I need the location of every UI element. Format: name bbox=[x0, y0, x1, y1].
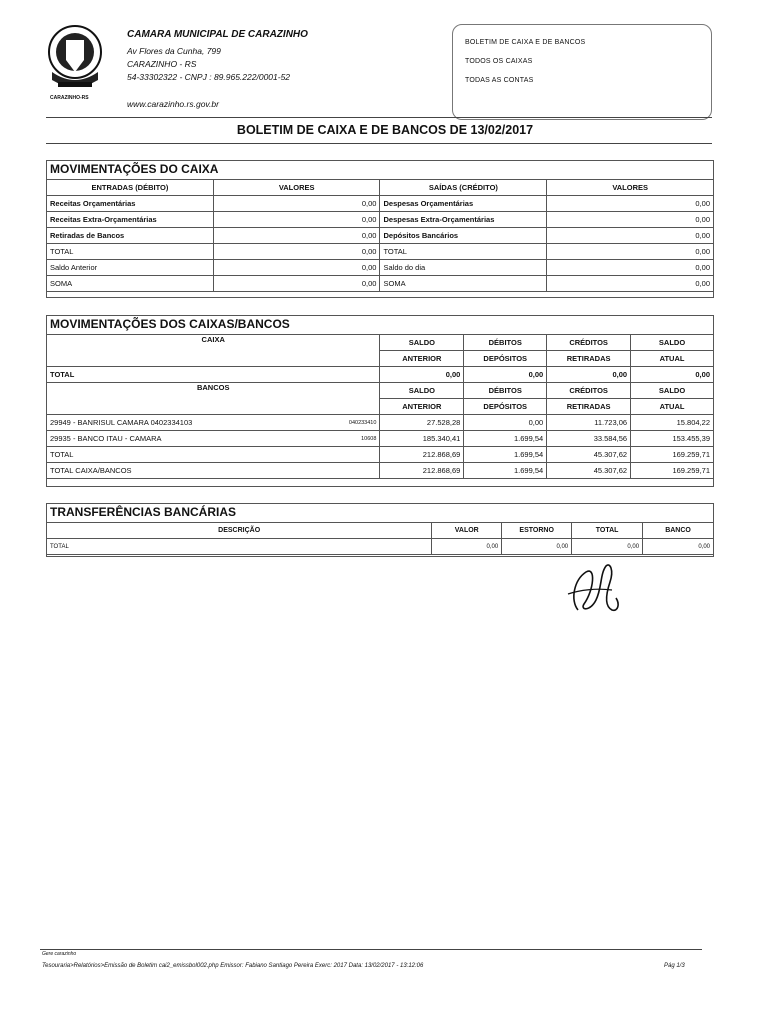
col-valores-entradas: VALORES bbox=[213, 180, 380, 196]
seal-caption: CARAZINHO-RS bbox=[50, 95, 89, 101]
handwritten-signature bbox=[560, 560, 630, 625]
bank-name-cell bbox=[47, 415, 380, 431]
saida-label: Saldo do dia bbox=[380, 260, 547, 276]
entrada-value: 0,00 bbox=[213, 228, 380, 244]
saida-value: 0,00 bbox=[547, 244, 714, 260]
transferencias-table bbox=[46, 522, 714, 555]
table-row bbox=[47, 228, 714, 244]
org-address: Av Flores da Cunha, 799 bbox=[127, 46, 221, 56]
cell-value: 0,00 bbox=[572, 539, 643, 555]
entrada-label: Retiradas de Bancos bbox=[47, 228, 214, 244]
col-valores-saidas: VALORES bbox=[547, 180, 714, 196]
entrada-label: SOMA bbox=[47, 276, 214, 292]
bank-account: 10608 bbox=[361, 436, 377, 442]
table-row bbox=[47, 415, 714, 431]
saida-label: Despesas Extra-Orçamentárias bbox=[380, 212, 547, 228]
caixa-table bbox=[46, 179, 714, 292]
col-creditos-top: CRÉDITOS bbox=[547, 335, 631, 351]
saida-value: 0,00 bbox=[547, 276, 714, 292]
saida-value: 0,00 bbox=[547, 196, 714, 212]
cell-value: 15.804,22 bbox=[631, 415, 714, 431]
cell-value: 212.868,69 bbox=[380, 463, 464, 479]
col-creditos-top: CRÉDITOS bbox=[547, 383, 631, 399]
report-caixas-filter: TODOS OS CAIXAS bbox=[465, 58, 533, 65]
saida-label: SOMA bbox=[380, 276, 547, 292]
saida-label: Depósitos Bancários bbox=[380, 228, 547, 244]
report-filter-box bbox=[452, 24, 712, 120]
col-saldo-ant-top: SALDO bbox=[380, 383, 464, 399]
org-name: CAMARA MUNICIPAL DE CARAZINHO bbox=[127, 29, 308, 40]
saida-value: 0,00 bbox=[547, 212, 714, 228]
bank-name: 29949 - BANRISUL CAMARA 0402334103 bbox=[50, 418, 193, 427]
table-row bbox=[47, 244, 714, 260]
entrada-label: TOTAL bbox=[47, 244, 214, 260]
col-valor: VALOR bbox=[432, 523, 502, 539]
col-depositos: DEPÓSITOS bbox=[464, 399, 547, 415]
cell-value: 0,00 bbox=[631, 367, 714, 383]
cell-value: 0,00 bbox=[464, 367, 547, 383]
table-row bbox=[47, 447, 714, 463]
entrada-value: 0,00 bbox=[213, 260, 380, 276]
org-website: www.carazinho.rs.gov.br bbox=[127, 99, 219, 109]
page-title: BOLETIM DE CAIXA E DE BANCOS DE 13/02/2017 bbox=[236, 123, 534, 137]
entrada-value: 0,00 bbox=[213, 196, 380, 212]
col-banco: BANCO bbox=[643, 523, 714, 539]
bank-name-cell bbox=[47, 431, 380, 447]
cell-value: 169.259,71 bbox=[631, 447, 714, 463]
col-bancos: BANCOS bbox=[47, 383, 380, 415]
cell-value: 212.868,69 bbox=[380, 447, 464, 463]
col-saldo-ant-top: SALDO bbox=[380, 335, 464, 351]
municipal-seal-logo bbox=[46, 22, 104, 102]
transferencias-section-title: TRANSFERÊNCIAS BANCÁRIAS bbox=[50, 505, 237, 519]
caixa-total-label: TOTAL bbox=[47, 367, 380, 383]
cell-value: 1.699,54 bbox=[464, 431, 547, 447]
col-saidas: SAÍDAS (CRÉDITO) bbox=[380, 180, 547, 196]
col-debitos-top: DÉBITOS bbox=[464, 335, 547, 351]
footer-path: Tesouraria>Relatórios>Emissão de Boletim cai2_emissbol002.php Emissor: Fabiano Santiago Pereira Exerc: 2017 Data: 13/02/2017 - 13:12:06 bbox=[42, 963, 424, 969]
caixa-section-title: MOVIMENTAÇÕES DO CAIXA bbox=[50, 162, 219, 176]
col-depositos: DEPÓSITOS bbox=[464, 351, 547, 367]
saida-value: 0,00 bbox=[547, 260, 714, 276]
col-anterior: ANTERIOR bbox=[380, 351, 464, 367]
entrada-label: Receitas Extra-Orçamentárias bbox=[47, 212, 214, 228]
cell-value: 27.528,28 bbox=[380, 415, 464, 431]
cell-value: 11.723,06 bbox=[547, 415, 631, 431]
transferencias-total-label: TOTAL bbox=[47, 539, 432, 555]
entrada-label: Saldo Anterior bbox=[47, 260, 214, 276]
entrada-value: 0,00 bbox=[213, 244, 380, 260]
cell-value: 33.584,56 bbox=[547, 431, 631, 447]
table-row bbox=[47, 276, 714, 292]
cell-value: 1.699,54 bbox=[464, 447, 547, 463]
header-divider bbox=[46, 117, 712, 118]
col-saldo-atual-top: SALDO bbox=[631, 383, 714, 399]
cell-value: 45.307,62 bbox=[547, 447, 631, 463]
col-retiradas: RETIRADAS bbox=[547, 351, 631, 367]
title-divider bbox=[46, 143, 712, 144]
col-saldo-atual-top: SALDO bbox=[631, 335, 714, 351]
footer-page: Pág 1/3 bbox=[664, 963, 685, 969]
col-debitos-top: DÉBITOS bbox=[464, 383, 547, 399]
cell-value: 0,00 bbox=[464, 415, 547, 431]
cell-value: 185.340,41 bbox=[380, 431, 464, 447]
table-row bbox=[47, 431, 714, 447]
cell-value: 0,00 bbox=[643, 539, 714, 555]
col-caixa: CAIXA bbox=[47, 335, 380, 367]
footer-user: Gere carazinho bbox=[42, 951, 77, 957]
caixa-bancos-total-label: TOTAL CAIXA/BANCOS bbox=[47, 463, 380, 479]
cell-value: 1.699,54 bbox=[464, 463, 547, 479]
table-row bbox=[47, 539, 714, 555]
table-row bbox=[47, 367, 714, 383]
col-descricao: DESCRIÇÃO bbox=[47, 523, 432, 539]
cell-value: 0,00 bbox=[502, 539, 572, 555]
col-atual: ATUAL bbox=[631, 351, 714, 367]
col-anterior: ANTERIOR bbox=[380, 399, 464, 415]
bancos-total-label: TOTAL bbox=[47, 447, 380, 463]
col-retiradas: RETIRADAS bbox=[547, 399, 631, 415]
bank-account: 040233410 bbox=[348, 420, 377, 426]
saida-label: TOTAL bbox=[380, 244, 547, 260]
org-contact: 54-33302322 - CNPJ : 89.965.222/0001-52 bbox=[127, 72, 291, 82]
table-row bbox=[47, 212, 714, 228]
cell-value: 45.307,62 bbox=[547, 463, 631, 479]
caixas-bancos-table bbox=[46, 334, 714, 479]
table-row bbox=[47, 463, 714, 479]
saida-label: Despesas Orçamentárias bbox=[380, 196, 547, 212]
cell-value: 169.259,71 bbox=[631, 463, 714, 479]
cell-value: 0,00 bbox=[432, 539, 502, 555]
caixas-bancos-section-title: MOVIMENTAÇÕES DOS CAIXAS/BANCOS bbox=[50, 317, 290, 331]
cell-value: 153.455,39 bbox=[631, 431, 714, 447]
col-total: TOTAL bbox=[572, 523, 643, 539]
col-estorno: ESTORNO bbox=[502, 523, 572, 539]
org-city: CARAZINHO - RS bbox=[127, 59, 197, 69]
bank-name: 29935 - BANCO ITAU - CAMARA bbox=[50, 434, 162, 443]
entrada-value: 0,00 bbox=[213, 212, 380, 228]
saida-value: 0,00 bbox=[547, 228, 714, 244]
entrada-value: 0,00 bbox=[213, 276, 380, 292]
report-type: BOLETIM DE CAIXA E DE BANCOS bbox=[465, 39, 586, 46]
table-row bbox=[47, 260, 714, 276]
footer-divider bbox=[40, 949, 702, 950]
cell-value: 0,00 bbox=[380, 367, 464, 383]
report-contas-filter: TODAS AS CONTAS bbox=[465, 77, 534, 84]
entrada-label: Receitas Orçamentárias bbox=[47, 196, 214, 212]
table-row bbox=[47, 196, 714, 212]
col-entradas: ENTRADAS (DÉBITO) bbox=[47, 180, 214, 196]
col-atual: ATUAL bbox=[631, 399, 714, 415]
cell-value: 0,00 bbox=[547, 367, 631, 383]
